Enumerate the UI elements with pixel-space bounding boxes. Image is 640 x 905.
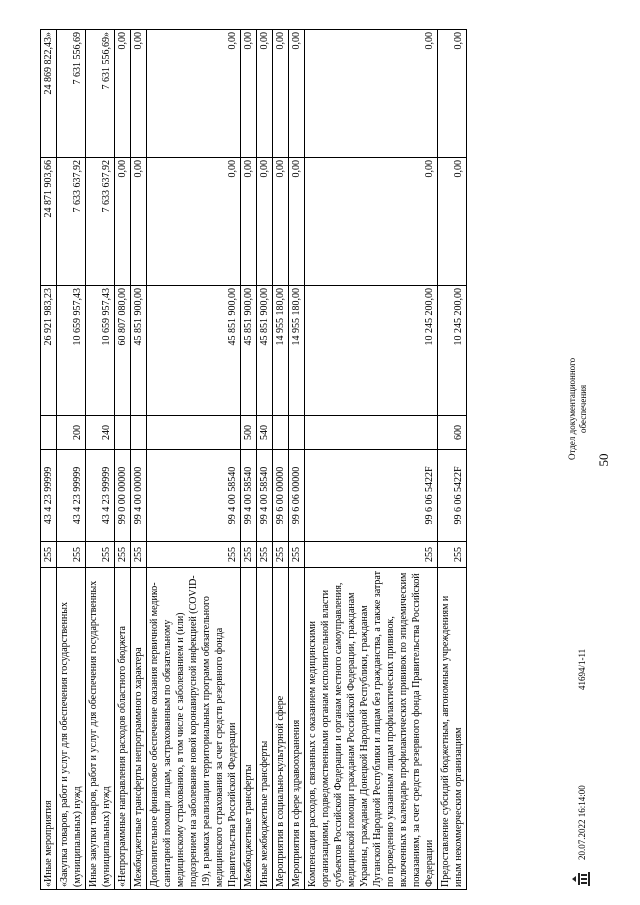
row-vr xyxy=(289,416,305,450)
row-gr: 255 xyxy=(41,542,57,568)
table-row xyxy=(273,30,289,890)
row-gr: 255 xyxy=(86,542,115,568)
row-amount-3: 0,00 xyxy=(438,30,467,158)
row-amount-1: 45 851 900,00 xyxy=(257,286,273,416)
row-amount-1: 45 851 900,00 xyxy=(147,286,241,416)
row-csr: 43 4 23 99999 xyxy=(57,450,86,542)
budget-table xyxy=(40,29,467,890)
row-amount-2: 0,00 xyxy=(438,158,467,286)
row-amount-1: 45 851 900,00 xyxy=(241,286,257,416)
row-vr xyxy=(41,416,57,450)
row-amount-2: 0,00 xyxy=(289,158,305,286)
row-name: Иные межбюджетные трансферты xyxy=(257,568,273,890)
row-gr: 255 xyxy=(257,542,273,568)
row-amount-3: 7 631 556,69» xyxy=(86,30,115,158)
row-amount-1: 26 921 983,23 xyxy=(41,286,57,416)
emblem-icon xyxy=(571,870,591,888)
row-gr: 255 xyxy=(131,542,147,568)
row-amount-3: 0,00 xyxy=(257,30,273,158)
row-name: Предоставление субсидий бюджетным, автономным учреждениям и иным некоммерческим организациям xyxy=(438,568,467,890)
row-name: «Непрограммные направления расходов областного бюджета xyxy=(115,568,131,890)
row-vr: 200 xyxy=(57,416,86,450)
row-gr: 255 xyxy=(115,542,131,568)
row-csr: 99 4 00 58540 xyxy=(147,450,241,542)
row-csr: 99 6 06 00000 xyxy=(289,450,305,542)
row-vr: 540 xyxy=(257,416,273,450)
footer-date: 20.07.2022 16:14:00 xyxy=(577,785,587,860)
table-row xyxy=(147,30,241,890)
row-gr: 255 xyxy=(273,542,289,568)
row-amount-3: 0,00 xyxy=(131,30,147,158)
row-name: Мероприятия в социально-культурной сфере xyxy=(273,568,289,890)
row-amount-1: 10 245 200,00 xyxy=(438,286,467,416)
row-amount-1: 45 851 900,00 xyxy=(131,286,147,416)
row-vr: 240 xyxy=(86,416,115,450)
row-name: «Иные мероприятия xyxy=(41,568,57,890)
row-vr xyxy=(147,416,241,450)
row-amount-2: 7 633 637,92 xyxy=(86,158,115,286)
row-amount-1: 60 807 080,00 xyxy=(115,286,131,416)
row-amount-1: 10 659 957,43 xyxy=(86,286,115,416)
row-name: Мероприятия в сфере здравоохранения xyxy=(289,568,305,890)
row-vr xyxy=(305,416,438,450)
row-vr xyxy=(273,416,289,450)
row-gr: 255 xyxy=(305,542,438,568)
row-amount-1: 10 659 957,43 xyxy=(57,286,86,416)
row-vr xyxy=(115,416,131,450)
table-row xyxy=(86,30,115,890)
table-body xyxy=(41,30,467,890)
table-row xyxy=(57,30,86,890)
row-amount-3: 0,00 xyxy=(289,30,305,158)
table-row xyxy=(305,30,438,890)
row-csr: 99 4 00 00000 xyxy=(131,450,147,542)
row-csr: 99 6 00 00000 xyxy=(273,450,289,542)
row-name: Иные закупки товаров, работ и услуг для обеспечения государственных (муниципальных) нужд xyxy=(86,568,115,890)
row-amount-2: 24 871 903,66 xyxy=(41,158,57,286)
row-vr: 500 xyxy=(241,416,257,450)
row-amount-3: 0,00 xyxy=(241,30,257,158)
row-amount-1: 14 955 180,00 xyxy=(273,286,289,416)
footer-code: 41694/1-11 xyxy=(577,648,587,690)
table-row xyxy=(438,30,467,890)
row-name: Компенсация расходов, связанных с оказанием медицинскими организациями, подведомственными органам исполнительной власти субъектов Российской Федерации и органам местного самоуправления, медицинской помощи гражданам Российской Федерации, гражданам Украины, гражданам Донецкой Народной Республики, гражданам Луганской Народной Республики и лицам без гражданства, а также затрат по проведению указанным лицам профилактических прививок, включенных в календарь профилактических прививок по эпидемическим показаниям, за счет средств резервного фонда Правительства Российской Федерации xyxy=(305,568,438,890)
footer-dept-line2: обеспечения xyxy=(578,384,588,433)
row-gr: 255 xyxy=(147,542,241,568)
row-name: Межбюджетные трансферты xyxy=(241,568,257,890)
footer-department xyxy=(567,358,589,460)
row-gr: 255 xyxy=(57,542,86,568)
table-row xyxy=(131,30,147,890)
row-amount-1: 14 955 180,00 xyxy=(289,286,305,416)
row-csr: 43 4 23 99999 xyxy=(86,450,115,542)
row-gr: 255 xyxy=(241,542,257,568)
row-name: Межбюджетные трансферты непрограммного характера xyxy=(131,568,147,890)
table-row xyxy=(41,30,57,890)
row-amount-2: 0,00 xyxy=(115,158,131,286)
row-csr: 99 4 00 58540 xyxy=(257,450,273,542)
row-amount-3: 24 869 822,43» xyxy=(41,30,57,158)
row-amount-3: 0,00 xyxy=(273,30,289,158)
row-amount-3: 7 631 556,69 xyxy=(57,30,86,158)
row-csr: 99 6 06 5422F xyxy=(305,450,438,542)
table-row xyxy=(115,30,131,890)
row-csr: 99 4 00 58540 xyxy=(241,450,257,542)
row-csr: 43 4 23 99999 xyxy=(41,450,57,542)
row-amount-2: 7 633 637,92 xyxy=(57,158,86,286)
footer-dept-line1: Отдел документационного xyxy=(567,357,577,460)
row-amount-2: 0,00 xyxy=(305,158,438,286)
page-number: 50 xyxy=(596,453,611,467)
row-amount-3: 0,00 xyxy=(147,30,241,158)
footer xyxy=(545,30,595,890)
row-amount-3: 0,00 xyxy=(115,30,131,158)
row-gr: 255 xyxy=(438,542,467,568)
row-vr: 600 xyxy=(438,416,467,450)
row-gr: 255 xyxy=(289,542,305,568)
row-amount-2: 0,00 xyxy=(273,158,289,286)
row-amount-3: 0,00 xyxy=(305,30,438,158)
row-amount-2: 0,00 xyxy=(147,158,241,286)
table-row xyxy=(257,30,273,890)
table-row xyxy=(289,30,305,890)
row-amount-2: 0,00 xyxy=(131,158,147,286)
table-row xyxy=(241,30,257,890)
row-csr: 99 6 06 5422F xyxy=(438,450,467,542)
row-vr xyxy=(131,416,147,450)
row-amount-2: 0,00 xyxy=(241,158,257,286)
row-name: Дополнительное финансовое обеспечение оказания первичной медико-санитарной помощи лицам, застрахованным по обязательному медицинскому страхованию, в том числе с заболеванием и (или) подозрением на заболевание новой коронавирусной инфекцией (COVID-19), в рамках реализации территориальных программ обязательного медицинского страхования за счет средств резервного фонда Правительства Российской Федерации xyxy=(147,568,241,890)
row-name: «Закупка товаров, работ и услуг для обеспечения государственных (муниципальных) нужд xyxy=(57,568,86,890)
rotated-page xyxy=(40,30,610,890)
row-csr: 99 0 00 00000 xyxy=(115,450,131,542)
row-amount-2: 0,00 xyxy=(257,158,273,286)
row-amount-1: 10 245 200,00 xyxy=(305,286,438,416)
